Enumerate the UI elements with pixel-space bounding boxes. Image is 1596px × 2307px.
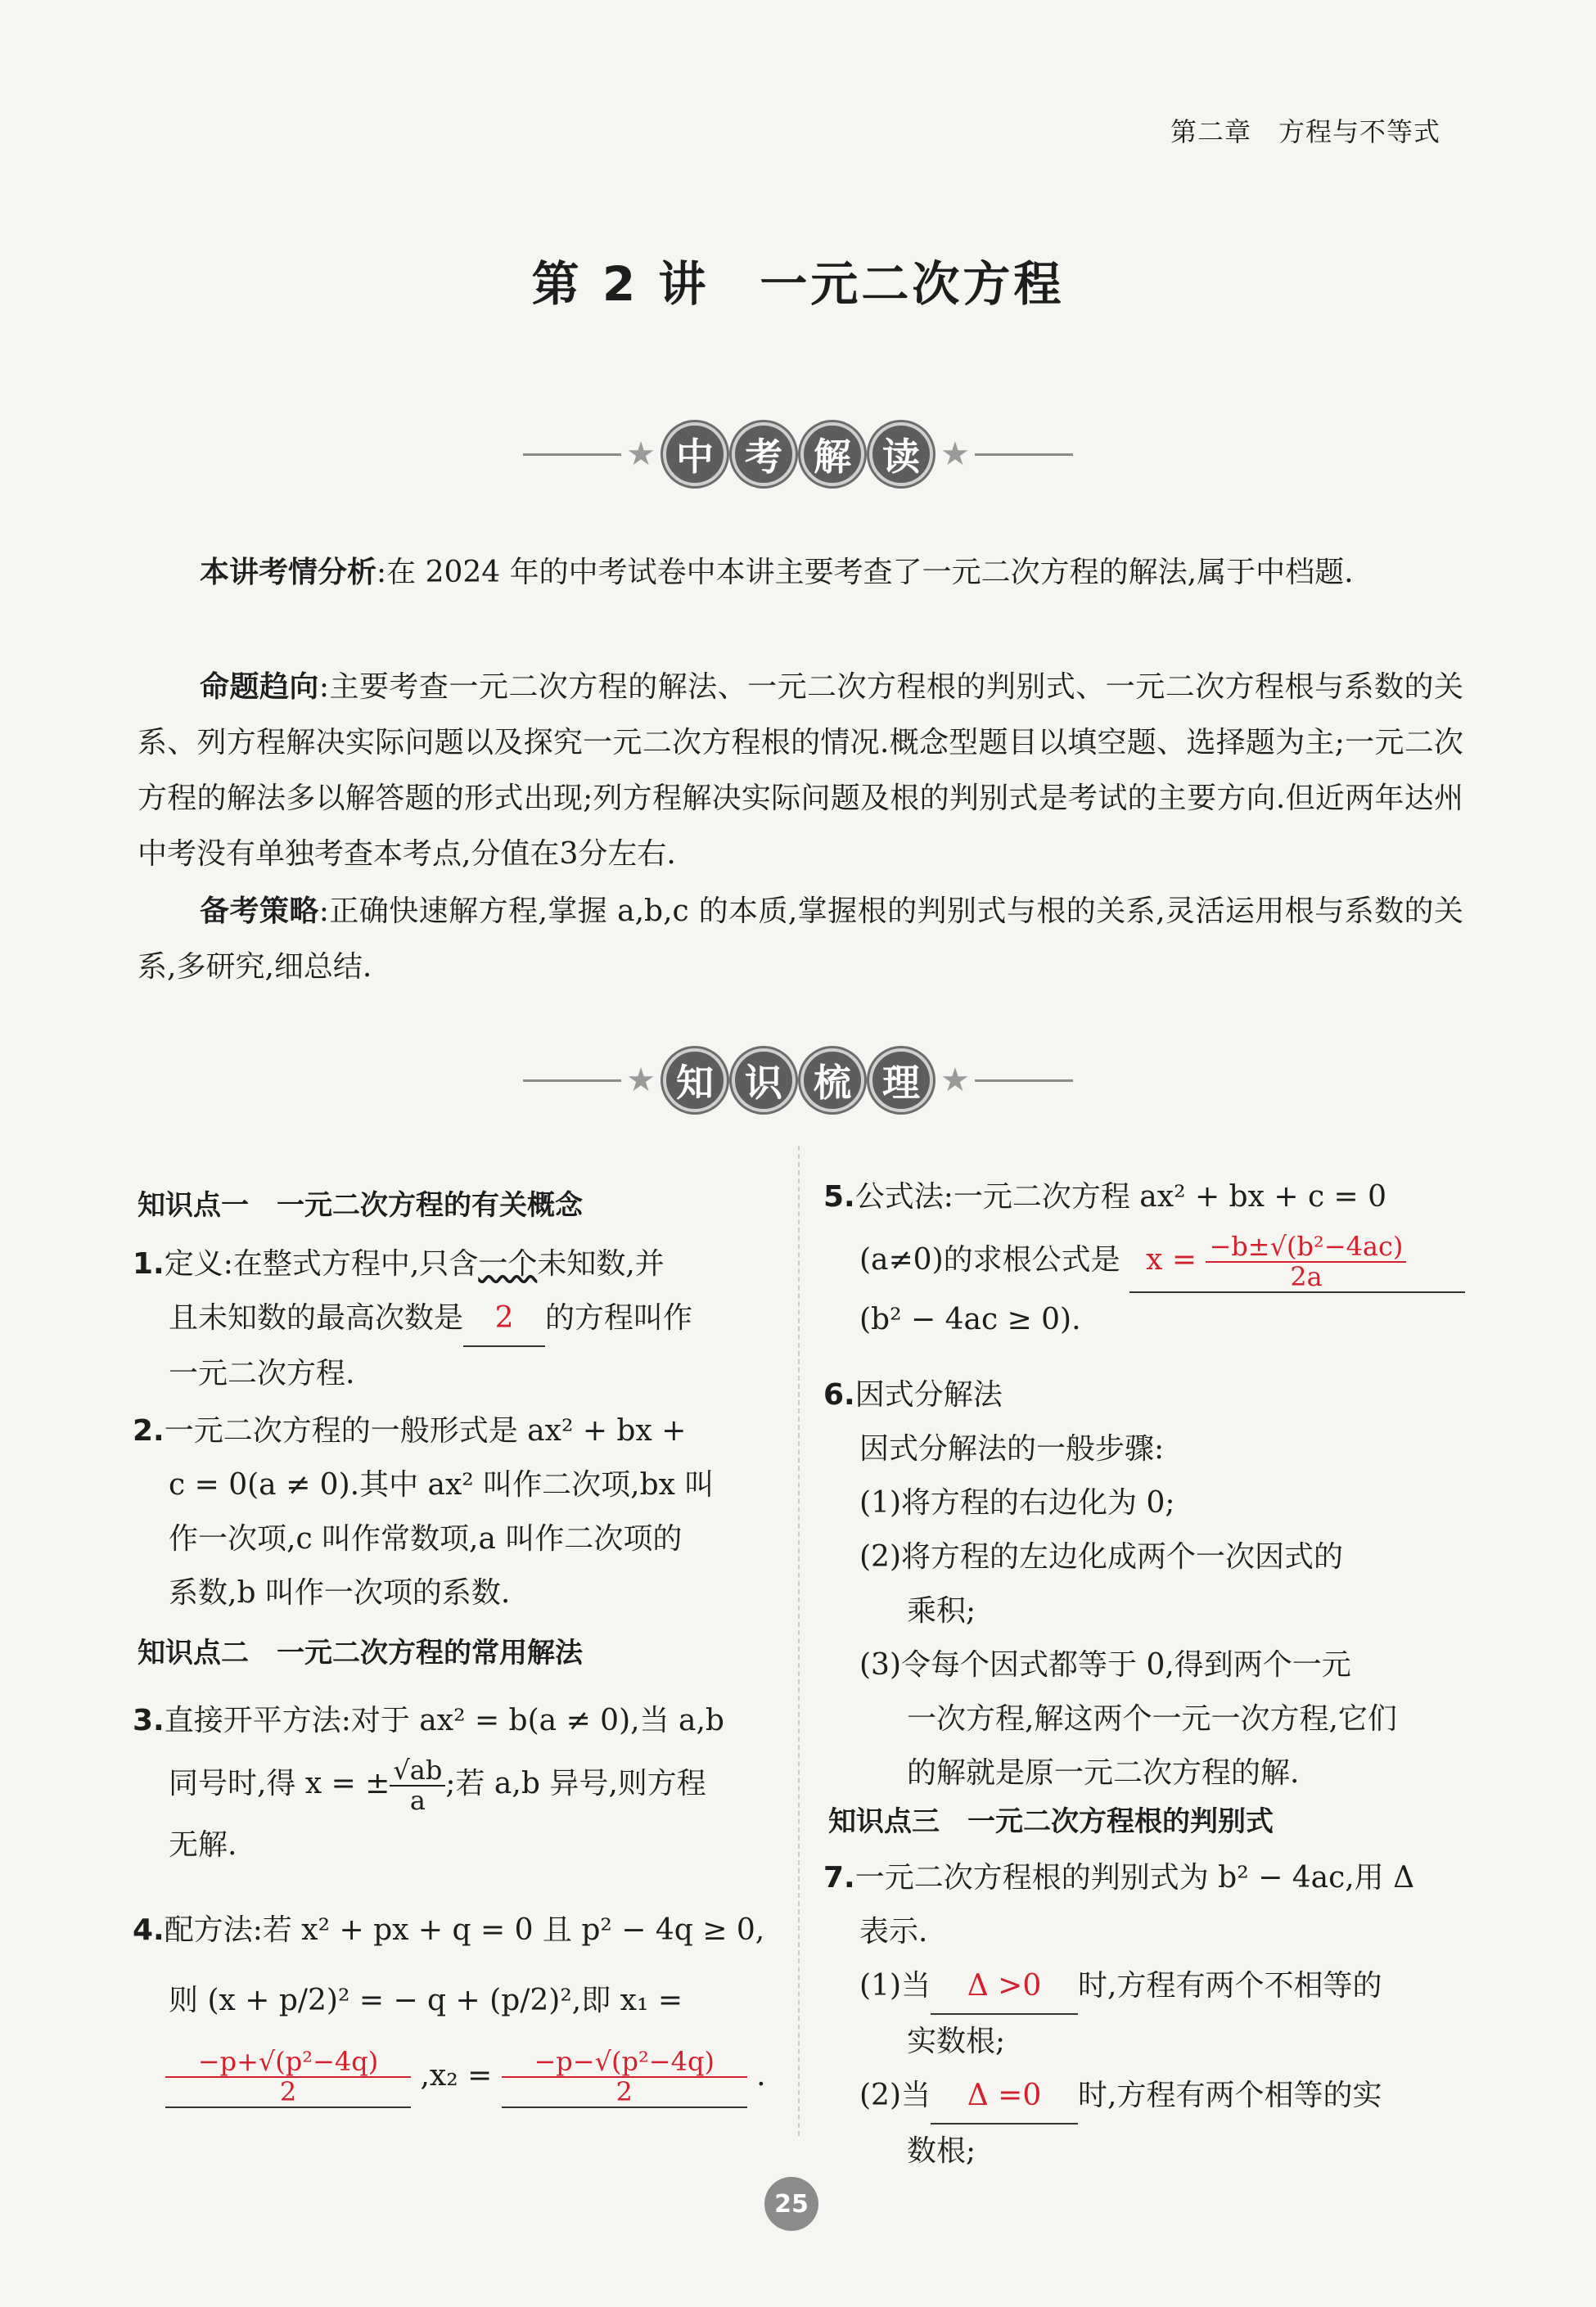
knowledge-point-1-heading: 知识点一 一元二次方程的有关概念	[138, 1189, 583, 1222]
item-text: (b² − 4ac ≥ 0).	[859, 1303, 1081, 1337]
item-5	[823, 1170, 1470, 1347]
star-icon: ★	[940, 435, 970, 473]
answer-x2	[502, 2048, 747, 2108]
item-number: 2.	[133, 1414, 165, 1448]
step-text: (3)令每个因式都等于 0,得到两个一元	[859, 1648, 1351, 1682]
item-text: .	[756, 2059, 766, 2093]
answer-blank: Δ =0	[931, 2069, 1078, 2125]
item-text: 一元二次方程的一般形式是 ax² + bx +	[164, 1414, 687, 1448]
lesson-title: 第 2 讲 一元二次方程	[531, 256, 1065, 312]
item-text: 一元二次方程根的判别式为 b² − 4ac,用 Δ	[854, 1861, 1415, 1895]
item-text: 作一次项,c 叫作常数项,a 叫作二次项的	[169, 1522, 683, 1556]
case-text: (1)当	[859, 1969, 931, 2003]
banner-char: 梳	[800, 1048, 864, 1112]
item-text: 定义:在整式方程中,只含	[164, 1247, 479, 1281]
fraction-numerator: −p+√(p²−4q)	[165, 2048, 411, 2078]
step-text: (1)将方程的右边化为 0;	[859, 1486, 1175, 1520]
strategy-paragraph	[138, 884, 1463, 995]
case-text: 时,方程有两个相等的实	[1078, 2079, 1382, 2112]
item-text: ;若 a,b 异号,则方程	[445, 1767, 706, 1801]
fraction-denominator: a	[409, 1785, 426, 1817]
item-text: 同号时,得 x = ±	[169, 1767, 390, 1801]
banner-char: 考	[732, 422, 796, 486]
item-text: 一元二次方程.	[169, 1357, 355, 1390]
answer-blank: 2	[463, 1291, 545, 1347]
banner-line-left	[523, 1079, 621, 1082]
item-number: 1.	[133, 1247, 165, 1281]
step-text: (2)将方程的左边化成两个一次因式的	[859, 1540, 1343, 1574]
banner-line-right	[975, 453, 1073, 456]
banner-line-left	[523, 453, 621, 456]
banner-char: 知	[663, 1048, 727, 1112]
item-text: 因式分解法	[854, 1378, 1003, 1412]
item-text: 配方法:若 x² + px + q = 0 且 p² − 4q ≥ 0,	[164, 1913, 765, 1947]
fraction-numerator: √ab	[390, 1756, 445, 1787]
star-icon: ★	[940, 1061, 970, 1099]
trend-paragraph	[138, 660, 1463, 882]
fraction-denominator: 2a	[1290, 1261, 1323, 1293]
answer-root-formula	[1129, 1232, 1465, 1293]
analysis-label: 本讲考情分析	[200, 556, 377, 589]
item-4	[133, 1904, 779, 2108]
step-text: 乘积;	[907, 1594, 976, 1628]
case-text: 时,方程有两个不相等的	[1078, 1969, 1382, 2003]
item-text: 则 (x + p/2)² = − q + (p/2)²,即 x₁ =	[169, 1984, 683, 2017]
item-text: 无解.	[169, 1828, 237, 1863]
fraction-denominator: 2	[615, 2076, 633, 2108]
item-text: 系数,b 叫作一次项的系数.	[169, 1576, 511, 1610]
item-text: 公式法:一元二次方程 ax² + bx + c = 0	[854, 1180, 1387, 1214]
item-text: 因式分解法的一般步骤:	[859, 1432, 1165, 1466]
star-icon: ★	[626, 435, 656, 473]
formula-x: x =	[1146, 1243, 1197, 1277]
case-text: 数根;	[907, 2134, 976, 2168]
item-3	[133, 1694, 779, 1872]
answer-blank: Δ >0	[931, 1959, 1078, 2015]
answer-x1	[165, 2048, 411, 2108]
fraction	[1206, 1232, 1406, 1291]
banner-char: 理	[869, 1048, 933, 1112]
item-text: c = 0(a ≠ 0).其中 ax² 叫作二次项,bx 叫	[169, 1468, 715, 1502]
strategy-text: :正确快速解方程,掌握 a,b,c 的本质,掌握根的判别式与根的关系,灵活运用根与系数的关系,多研究,细总结.	[138, 894, 1463, 984]
fraction-denominator: 2	[279, 2076, 297, 2108]
knowledge-point-3-heading: 知识点三 一元二次方程根的判别式	[828, 1805, 1274, 1838]
fraction-numerator: −p−√(p²−4q)	[502, 2048, 747, 2078]
banner-char: 解	[800, 422, 864, 486]
step-text: 一次方程,解这两个一元一次方程,它们	[907, 1702, 1397, 1736]
banner-char: 识	[732, 1048, 796, 1112]
knowledge-point-2-heading: 知识点二 一元二次方程的常用解法	[138, 1637, 583, 1669]
item-text: 直接开平方法:对于 ax² = b(a ≠ 0),当 a,b	[164, 1704, 724, 1737]
item-1	[133, 1237, 771, 1401]
item-number: 3.	[133, 1704, 165, 1737]
step-text: 的解就是原一元二次方程的解.	[907, 1756, 1300, 1790]
item-text: (a≠0)的求根公式是	[859, 1243, 1120, 1277]
item-number: 7.	[823, 1861, 855, 1895]
star-icon: ★	[626, 1061, 656, 1099]
analysis-paragraph	[138, 545, 1463, 601]
item-text: 表示.	[859, 1915, 928, 1949]
item-text: 未知数,并	[537, 1247, 665, 1281]
trend-label: 命题趋向	[200, 670, 319, 704]
emphasis-text: 一个	[478, 1247, 538, 1281]
trend-text: :主要考查一元二次方程的解法、一元二次方程根的判别式、一元二次方程根与系数的关系、列方程解决实际问题以及探究一元二次方程根的情况.概念型题目以填空题、选择题为主;一元二次方程的解法多以解答题的形式出现;列方程解决实际问题及根的判别式是考试的主要方向.但近两年达州中考没有单独考查本考点,分值在3分左右.	[138, 670, 1463, 871]
case-text: 实数根;	[907, 2025, 1006, 2058]
item-6	[823, 1368, 1470, 1800]
exam-interpretation-banner	[0, 409, 1596, 499]
item-number: 5.	[823, 1180, 855, 1214]
item-number: 4.	[133, 1913, 165, 1947]
fraction-numerator: −b±√(b²−4ac)	[1206, 1232, 1406, 1263]
case-text: (2)当	[859, 2079, 931, 2112]
knowledge-review-banner	[0, 1035, 1596, 1125]
item-text: ,x₂ =	[420, 2059, 493, 2093]
analysis-text: :在 2024 年的中考试卷中本讲主要考查了一元二次方程的解法,属于中档题.	[376, 556, 1354, 589]
item-2	[133, 1404, 771, 1620]
item-7	[823, 1851, 1470, 2179]
item-text: 的方程叫作	[545, 1301, 693, 1335]
item-number: 6.	[823, 1378, 855, 1412]
banner-char: 读	[869, 422, 933, 486]
item-text: 且未知数的最高次数是	[169, 1301, 464, 1335]
banner-char: 中	[663, 422, 727, 486]
page-number: 25	[764, 2177, 818, 2231]
chapter-header: 第二章 方程与不等式	[1170, 116, 1440, 147]
strategy-label: 备考策略	[200, 894, 319, 928]
column-divider	[798, 1146, 800, 2136]
banner-line-right	[975, 1079, 1073, 1082]
fraction	[390, 1756, 445, 1815]
